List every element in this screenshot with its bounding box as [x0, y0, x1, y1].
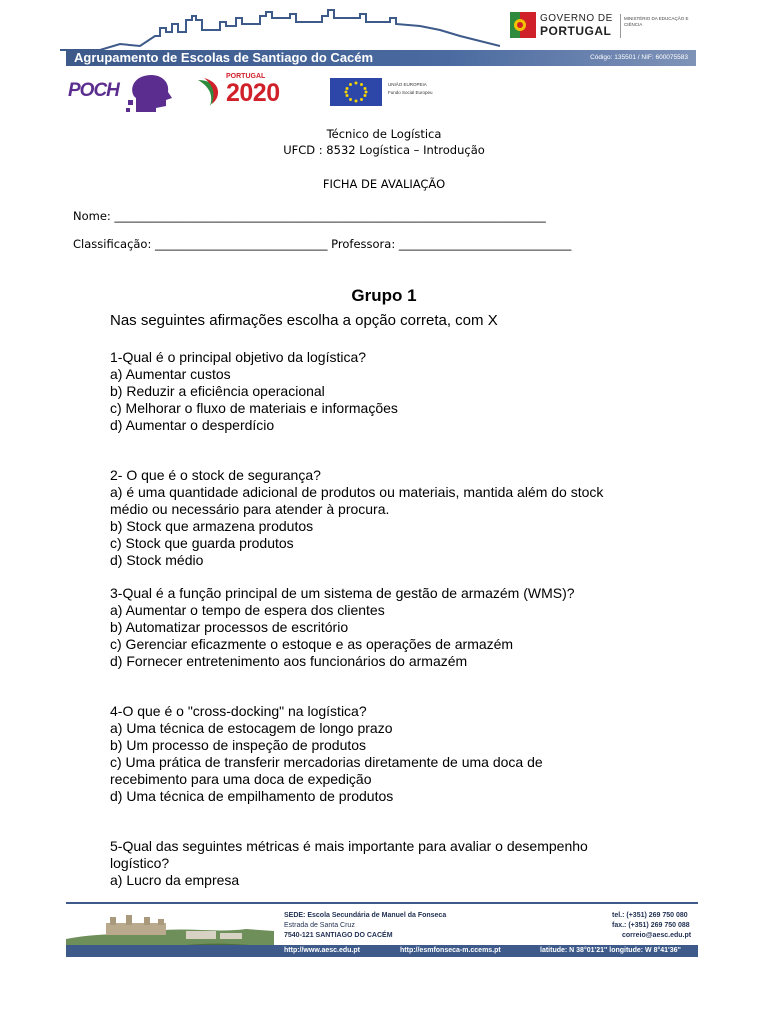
name-field[interactable]: Nome: ___________________________________________________________________________ [73, 209, 546, 223]
footer-contact-area [274, 905, 698, 947]
q1-option-c[interactable]: c) Melhorar o fluxo de materiais e informações [110, 400, 398, 416]
q3-option-c[interactable]: c) Gerenciar eficazmente o estoque e as operações de armazém [110, 636, 514, 652]
ufcd-title: UFCD : 8532 Logística – Introdução [283, 143, 485, 157]
q3-option-b[interactable]: b) Automatizar processos de escritório [110, 619, 349, 635]
q2-option-a-cont: médio ou necessário para atender à procura. [110, 501, 390, 517]
form-title: FICHA DE AVALIAÇÃO [322, 177, 446, 191]
fse-label: Fundo Social Europeu [388, 90, 433, 95]
q2-option-c[interactable]: c) Stock que guarda produtos [110, 535, 294, 551]
school-name: Agrupamento de Escolas de Santiago do Cacém [74, 50, 374, 65]
group-instruction: Nas seguintes afirmações escolha a opção correta, com X [110, 312, 498, 329]
q4-option-c-cont: recebimento para uma doca de expedição [110, 771, 372, 787]
portugal2020-year: 2020 [226, 79, 280, 107]
castle-skyline-graphic [60, 6, 500, 52]
footer-email[interactable]: correio@aesc.edu.pt [622, 932, 692, 939]
course-title: Técnico de Logística [326, 127, 442, 141]
eu-label: UNIÃO EUROPEIA [388, 82, 427, 87]
footer-rule [66, 902, 698, 904]
funding-logos [66, 70, 433, 116]
question-5: 5-Qual das seguintes métricas é mais importante para avaliar o desempenho [110, 838, 588, 854]
q4-option-a[interactable]: a) Uma técnica de estocagem de longo prazo [110, 720, 393, 736]
gov-line1: GOVERNO DE [540, 13, 613, 24]
eu-flag-icon [330, 78, 382, 106]
footer-coords: latitude: N 38°01'21'' longitude: W 8°41'36'' [540, 947, 681, 954]
q2-option-d[interactable]: d) Stock médio [110, 552, 204, 568]
footer-site2[interactable]: http://esmfonseca-m.ccems.pt [400, 947, 501, 954]
poch-head-icon [126, 72, 176, 114]
governo-de-portugal-logo [508, 10, 698, 42]
question-4: 4-O que é o "cross-docking" na logística? [110, 703, 367, 719]
question-2: 2- O que é o stock de segurança? [110, 467, 321, 483]
question-5-cont: logístico? [110, 855, 170, 871]
poch-logo: POCH [68, 80, 119, 101]
q1-option-d[interactable]: d) Aumentar o desperdício [110, 417, 275, 433]
q1-option-a[interactable]: a) Aumentar custos [110, 366, 231, 382]
q3-option-a[interactable]: a) Aumentar o tempo de espera dos clientes [110, 602, 385, 618]
portugal-flag-icon [510, 12, 536, 38]
footer-postal: 7540-121 SANTIAGO DO CACÉM [284, 932, 393, 939]
q5-option-a[interactable]: a) Lucro da empresa [110, 872, 240, 888]
school-code: Código: 135501 / NIF: 600075583 [590, 54, 688, 61]
gov-line2: PORTUGAL [540, 24, 612, 38]
classification-field[interactable]: Classificação: ______________________________ Professora: ______________________________ [73, 237, 572, 251]
footer-tel: tel.: (+351) 269 750 080 [612, 912, 688, 919]
q4-option-c[interactable]: c) Uma prática de transferir mercadorias diretamente de uma doca de [110, 754, 543, 770]
q4-option-b[interactable]: b) Um processo de inspeção de produtos [110, 737, 367, 753]
group-title: Grupo 1 [351, 286, 417, 305]
question-1: 1-Qual é o principal objetivo da logística? [110, 349, 367, 365]
q3-option-d[interactable]: d) Fornecer entretenimento aos funcionários do armazém [110, 653, 468, 669]
footer-fax: fax.: (+351) 269 750 088 [612, 922, 690, 929]
question-3: 3-Qual é a função principal de um sistema de gestão de armazém (WMS)? [110, 585, 575, 601]
school-banner [66, 50, 696, 66]
footer-street: Estrada de Santa Cruz [284, 922, 355, 929]
q4-option-d[interactable]: d) Uma técnica de empilhamento de produtos [110, 788, 394, 804]
portugal2020-mark-icon [196, 76, 224, 108]
q1-option-b[interactable]: b) Reduzir a eficiência operacional [110, 383, 325, 399]
portugal2020-label: PORTUGAL [226, 73, 266, 80]
footer-sede: SEDE: Escola Secundária de Manuel da Fonseca [284, 912, 447, 919]
q2-option-a[interactable]: a) é uma quantidade adicional de produtos ou materiais, mantida além do stock [110, 484, 604, 500]
gov-ministry: MINISTÉRIO DA EDUCAÇÃO E CIÊNCIA [624, 16, 689, 27]
gov-divider [620, 14, 621, 38]
footer-site1[interactable]: http://www.aesc.edu.pt [284, 947, 360, 954]
q2-option-b[interactable]: b) Stock que armazena produtos [110, 518, 314, 534]
